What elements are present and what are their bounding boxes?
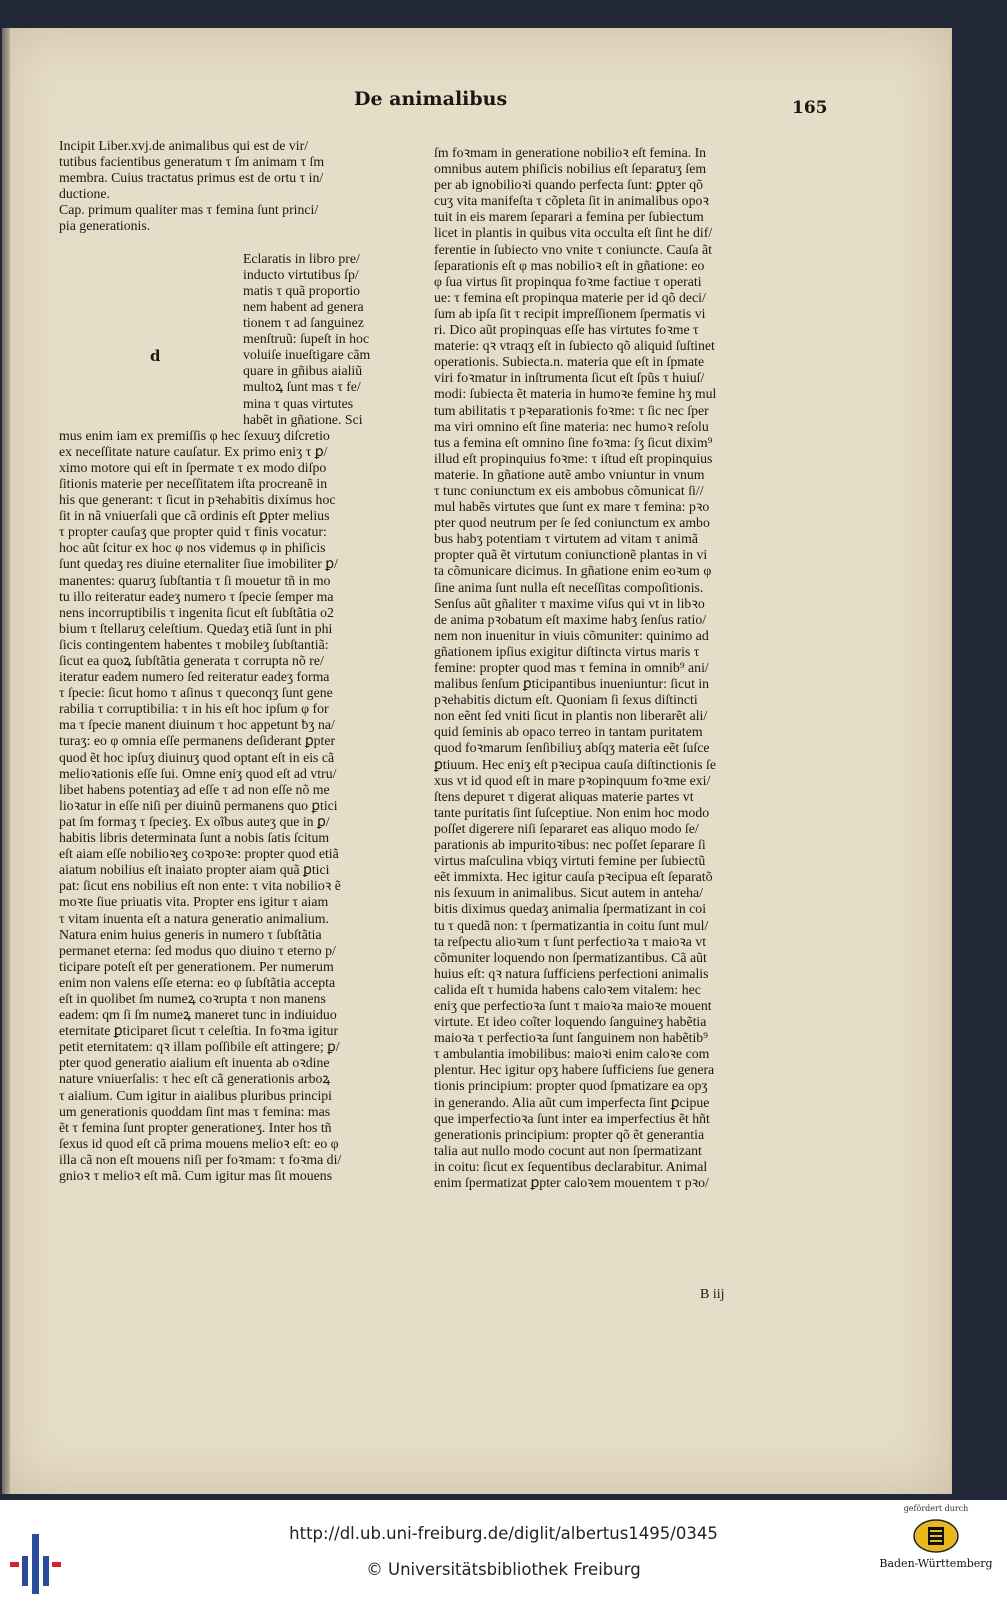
text-line: pter quod generatio aialium eſt inuenta ab oꝛdine bbox=[59, 1055, 330, 1071]
text-line: ſunt quedaʒ res diuine eternaliter ſiue imobiliter ꝑ/ bbox=[59, 556, 338, 572]
text-line: habitis libris determinata ſunt a nobis ſatis ſcitum bbox=[59, 830, 330, 846]
text-line: que imperfectioꝛa ſunt inter ea imperfectius ẽt hñt bbox=[434, 1110, 710, 1126]
text-line: ri. Dico aũt propinquas eſſe has virtutes foꝛme τ bbox=[434, 322, 699, 338]
text-line: ma viri omnino eſt ſine materia: nec humoꝛ reſolu bbox=[434, 418, 709, 434]
text-line: petit eternitatem: qꝛ illam poſſibile eſt attingere; ꝑ/ bbox=[59, 1039, 340, 1055]
text-line: licet in plantis in quibus vita occulta eſt ſint he dif/ bbox=[434, 225, 713, 241]
text-line: malibus ſenſum ꝑticipantibus inueniuntur: ſicut in bbox=[434, 676, 710, 692]
text-line: ꝑtiuum. Hec eniʒ eſt pꝛecipua cauſa diſtinctionis ſe bbox=[434, 756, 716, 772]
text-line: libet habens potentiaʒ ad eſſe τ ad non eſſe nõ me bbox=[59, 781, 330, 797]
text-line: in generando. Alia aũt cum imperfecta ſint ꝑcipue bbox=[434, 1094, 710, 1110]
text-line: τ propter cauſaʒ que propter quid τ finis vocatur: bbox=[59, 524, 327, 540]
text-line: enim non valens eſſe eterna: eo φ ſubſtãtia accepta bbox=[59, 974, 336, 990]
text-line: enim ſpermatizat ꝑpter caloꝛem mouentem τ pꝛo/ bbox=[434, 1175, 709, 1190]
text-line: φ ſua virtus ſit propinqua foꝛme factiue τ operati bbox=[434, 273, 702, 289]
text-line: ſine anima ſunt nulla eſt neceſſitas compoſitionis. bbox=[434, 579, 704, 595]
text-line: xus vt id quod eſt in mare pꝛopinquum foꝛme exi/ bbox=[434, 772, 711, 788]
text-line: pia generationis. bbox=[59, 218, 151, 234]
text-line: lioꝛatur in eſſe niſi per diuinũ permanens quo ꝑtici bbox=[59, 797, 338, 813]
text-line: bus habʒ potentiam τ virtutem ad vitam τ animã bbox=[434, 531, 698, 547]
text-line: tu τ quedã non: τ ſpermatizantia in coitu ſunt mul/ bbox=[434, 917, 709, 933]
signature-mark: B iij bbox=[700, 1287, 725, 1302]
funder-name: Baden-Württemberg bbox=[879, 1557, 993, 1570]
funder-block bbox=[876, 1502, 996, 1602]
text-line: pter quod neutrum per ſe ſed coniunctum ex ambo bbox=[434, 515, 710, 531]
permalink-url[interactable]: http://dl.ub.uni-freiburg.de/diglit/albertus1495/0345 bbox=[289, 1524, 718, 1543]
text-line: iteratur eadem numero ſed reiteratur eadeʒ forma bbox=[59, 669, 330, 685]
text-line: ta cõmunicare dicimus. In gñatione enim eoꝛum φ bbox=[434, 563, 712, 579]
copyright-notice: © Universitätsbibliothek Freiburg bbox=[366, 1560, 641, 1579]
text-line: modi: ſubiecta ẽt materia in humoꝛe femine hʒ mul bbox=[434, 386, 717, 402]
text-line: his que generant: τ ſicut in pꝛehabitis dixímus hoc bbox=[59, 492, 336, 508]
text-line: materie: qꝛ vtraqʒ eſt in ſubiecto qõ aliquid ſuſtinet bbox=[434, 338, 715, 354]
text-line: illud eſt propinquius foꝛme: τ iſtud eſt propinquius bbox=[434, 450, 713, 466]
left-text-column bbox=[59, 138, 404, 1184]
folio-number: 165 bbox=[792, 98, 828, 118]
text-line: matis τ quã proportio bbox=[243, 282, 361, 298]
text-line: cõmuniter loquendo non ſpermatizantibus. Cã aũt bbox=[434, 949, 707, 965]
text-line: ferentie in ſubiecto vno vnite τ coniuncte. Cauſa ãt bbox=[434, 241, 712, 257]
text-line: parationis ab impuritoꝛibus: nec poſſet ſeparare ſi bbox=[434, 837, 706, 853]
text-line: non eẽnt ſed vniti ſicut in plantis non liberarẽt ali/ bbox=[434, 708, 708, 724]
text-line: ſit in nã vniuerſali que cã ordinis eſt ꝑpter melius bbox=[59, 508, 330, 524]
text-line: eniʒ que perfectioꝛa ſunt τ maioꝛa maioꝛe mouent bbox=[434, 997, 712, 1013]
text-line: generationis principium: propter qõ ẽt generantia bbox=[434, 1126, 705, 1142]
text-line: tutibus facientibus generatum τ ſm animam τ ſm bbox=[59, 154, 325, 170]
text-line: tionis principium: propter quod ſpmatizare ea opʒ bbox=[434, 1078, 708, 1094]
text-line: omnibus autem phiſicis nobilius eſt ſeparatuʒ ſem bbox=[434, 161, 707, 177]
text-line: eſt aiam eſſe nobilioꝛeʒ coꝛpoꝛe: propter quod etiã bbox=[59, 846, 339, 862]
text-line: cuʒ vita manifeſta τ cõpleta ſit in animalibus opoꝛ bbox=[434, 193, 709, 209]
text-line: ſum ab ipſa ſit τ recipit impreſſionem ſpermatis vi bbox=[434, 305, 706, 321]
text-line: ue: τ femina eſt propinqua materie per id qõ deci/ bbox=[434, 289, 706, 305]
text-line: plentur. Hec igitur opʒ habere ſufficiens ſue genera bbox=[434, 1062, 715, 1078]
text-line: eẽt immixta. Hec igitur cauſa pꝛecipua eſt ſeparatõ bbox=[434, 869, 713, 885]
text-line bbox=[59, 235, 404, 251]
text-line: habẽt in gñatione. Sci bbox=[243, 411, 363, 427]
text-line: aiatum nobilius eſt inaiato propter aiam quã ꝑtici bbox=[59, 862, 330, 878]
book-page bbox=[2, 28, 952, 1494]
text-line: tuit in eis marem ſeparari a femina per ſubiectum bbox=[434, 209, 704, 225]
text-line: melioꝛationis eſſe ſui. Omne eniʒ quod eſt ad vtru/ bbox=[59, 765, 337, 781]
text-line: hoc aũt ſcitur ex hoc φ nos videmus φ in phiſicis bbox=[59, 540, 326, 556]
text-line: pꝛehabitis dictum eſt. Quoniam ſi ſexus diſtincti bbox=[434, 692, 698, 708]
text-line: Eclaratis in libro pre/ bbox=[243, 250, 360, 266]
text-line: tus a femina eſt omnino ſine foꝛma: ſʒ ſicut dixim⁹ bbox=[434, 434, 713, 450]
text-line: tionem τ ad ſanguinez bbox=[243, 315, 364, 331]
text-line: τ tunc coniunctum ex eis ambobus cõmunicat ſi// bbox=[434, 482, 704, 498]
text-line: materie. In gñatione autẽ ambo vniuntur in vnum bbox=[434, 466, 705, 482]
text-line: de anima pꝛobatum eſt maxime habʒ ſenſus ratio/ bbox=[434, 611, 707, 627]
text-line: nature vniuerſalis: τ hec eſt cã generationis arboꝝ bbox=[59, 1071, 331, 1087]
text-line: pat: ſicut ens nobilius eſt non ente: τ vita nobilioꝛ ẽ bbox=[59, 878, 341, 894]
text-line: ſitionis materie per neceſſitatem iſta procreanẽ in bbox=[59, 475, 328, 491]
text-line: ma τ ſpecie manent diuinum τ hoc appetunt ƀʒ na/ bbox=[59, 717, 335, 733]
text-line: Senſus aũt gñaliter τ maxime viſus qui vt in libꝛo bbox=[434, 595, 705, 611]
text-line: ſtens depuret τ digerat aliquas materie partes vt bbox=[434, 788, 694, 804]
text-line: ximo motore qui eſt in ſpermate τ ex modo diſpo bbox=[59, 459, 327, 475]
text-line: Cap. primum qualiter mas τ femina ſunt princi/ bbox=[59, 202, 319, 218]
text-line: eternitate ꝑticiparet ſicut τ celeſtia. In foꝛma igitur bbox=[59, 1023, 339, 1039]
text-line: quod ẽt hoc ipſuʒ diuinuʒ quod optant eſt in eis cã bbox=[59, 749, 335, 765]
text-line: virtus maſculina vbiqʒ virtuti femine per ſubiectũ bbox=[434, 853, 706, 869]
text-line: τ ambulantia imobilibus: maioꝛi enim caloꝛe com bbox=[434, 1046, 710, 1062]
text-line: poſſet digerere niſi ſepararet eas aliquo modo ſe/ bbox=[434, 820, 699, 836]
text-line: tum abilitatis τ pꝛeparationis foꝛme: τ ſic nec ſper bbox=[434, 402, 709, 418]
running-head: De animalibus bbox=[354, 88, 508, 110]
text-line: rabilia τ corruptibilia: τ in his eſt hoc ipſum φ for bbox=[59, 701, 329, 717]
text-line: ta reſpectu alioꝛum τ ſunt perfectioꝛa τ maioꝛa vt bbox=[434, 933, 707, 949]
text-line: quare in gñibus aialiũ bbox=[243, 363, 363, 379]
text-line: turaʒ: eo φ omnia eſſe permanens deſiderant ꝑpter bbox=[59, 733, 336, 749]
text-line: tante puritatis ſint ſuſceptiue. Non enim hoc modo bbox=[434, 804, 710, 820]
text-line: ẽt τ femina ſunt propter generationeʒ. Inter hos tñ bbox=[59, 1119, 332, 1135]
text-line: gnioꝛ τ melioꝛ eſt mã. Cum igitur mas ſit mouens bbox=[59, 1168, 333, 1183]
text-line: per ab ignobilioꝛi quando perfecta ſunt: ꝑpter qõ bbox=[434, 177, 704, 193]
text-line: operationis. Subiecta.n. materia que eſt in ſpmate bbox=[434, 354, 705, 370]
text-line: propter quã ẽt virtutum coniunctionẽ plantas in vi bbox=[434, 547, 708, 563]
text-line: inducto virtutibus ſp/ bbox=[243, 266, 359, 282]
text-line: nem non inuenitur in viuis cõmuniter: quinimo ad bbox=[434, 627, 709, 643]
text-line: virtute. Et ideo coĩter loquendo ſanguineʒ habẽtia bbox=[434, 1014, 707, 1030]
text-line: um generationis quoddam ſint mas τ femina: mas bbox=[59, 1103, 331, 1119]
text-line: mus enim iam ex premiſſis φ hec ſexuuʒ diſcretio bbox=[59, 427, 330, 443]
text-line: membra. Cuius tractatus primus est de ortu τ in/ bbox=[59, 170, 324, 186]
text-line: huius eſt: qꝛ natura ſufficiens perfectioni animalis bbox=[434, 965, 709, 981]
text-line: bium τ ſtellaruʒ celeſtium. Quedaʒ etiã ſunt in phi bbox=[59, 620, 333, 636]
text-line: talia aut nullo modo cocunt aut non ſpermatizant bbox=[434, 1142, 702, 1158]
page-edge bbox=[2, 28, 10, 1494]
text-line: in coitu: ſicut ex ſequentibus declarabitur. Animal bbox=[434, 1158, 708, 1174]
text-line: menſtruũ: ſupeſt in hoc bbox=[243, 331, 370, 347]
viewer-footer bbox=[0, 1500, 1007, 1603]
text-line: manentes: quaruʒ ſubſtantia τ ſi mouetur tñ in mo bbox=[59, 572, 331, 588]
right-text-column bbox=[434, 145, 774, 1191]
text-line: mina τ quas virtutes bbox=[243, 395, 354, 411]
text-line: eſt in quolibet ſm numeꝝ coꝛrupta τ non manens bbox=[59, 990, 326, 1006]
text-line: τ ſpecie: ſicut homo τ aſinus τ queconqʒ ſunt gene bbox=[59, 685, 333, 701]
text-line: eadem: qm ſi ſm numeꝝ maneret tunc in indiuiduo bbox=[59, 1007, 337, 1023]
text-line: voluiſe inueſtigare cãm bbox=[243, 347, 371, 363]
text-line: illa cã non eſt mouens niſi per foꝛmam: τ foꝛma di/ bbox=[59, 1151, 342, 1167]
funder-label: gefördert durch bbox=[903, 1504, 969, 1513]
text-line: Natura enim huius generis in numero τ ſubſtãtia bbox=[59, 926, 322, 942]
text-line: quid ſeminis ab opaco terreo in tantam puritatem bbox=[434, 724, 703, 740]
text-line: permanet eterna: ſed modus quo diuino τ eterno p/ bbox=[59, 942, 336, 958]
text-line: moꝛte ſiue priuatis vita. Propter ens igitur τ aiam bbox=[59, 894, 329, 910]
text-line: pat ſm formaʒ τ ſpecieʒ. Ex oĩbus auteʒ que in ꝑ/ bbox=[59, 813, 330, 829]
text-line: tu illo reiteratur eadeʒ numero τ ſpecie ſemper ma bbox=[59, 588, 334, 604]
text-line: τ vitam inuenta eſt a natura generatio animalium. bbox=[59, 910, 329, 926]
text-line: ſicut ea quoꝝ ſubſtãtia generata τ corrupta nõ re/ bbox=[59, 653, 324, 668]
text-line: τ aialium. Cum igitur in aialibus pluribus principi bbox=[59, 1087, 333, 1103]
text-line: gñationem ipſius exigitur diſtincta virtus maris τ bbox=[434, 643, 700, 659]
text-line: viri foꝛmatur in inſtrumenta ſicut eſt ſpũs τ huiuſ/ bbox=[434, 370, 705, 386]
marginal-letter: d bbox=[150, 347, 161, 365]
text-line: nis ſexuum in animalibus. Sicut autem in anteha/ bbox=[434, 885, 703, 901]
text-line: nens incorruptibilis τ ingenita ſicut eſt ſubſtãtia o2 bbox=[59, 604, 334, 620]
text-line: quod foꝛmarum ſenſibiliuʒ abſqʒ materia eẽt ſuſce bbox=[434, 740, 710, 756]
text-line: ſm foꝛmam in generatione nobilioꝛ eſt femina. In bbox=[434, 145, 707, 160]
text-line: calida eſt τ humida habens caloꝛem vitalem: hec bbox=[434, 981, 701, 997]
text-line: maioꝛa τ perfectioꝛa ſunt ſanguinem non habẽtib⁹ bbox=[434, 1030, 708, 1046]
text-line: nem habent ad genera bbox=[243, 298, 364, 314]
text-line: femine: propter quod mas τ femina in omnib⁹ ani/ bbox=[434, 660, 709, 675]
baden-wuerttemberg-crest-icon bbox=[913, 1519, 959, 1553]
text-line: ductione. bbox=[59, 186, 110, 202]
text-line: ex neceſſitate nature cauſatur. Ex primo eniʒ τ ꝑ/ bbox=[59, 443, 328, 459]
text-line: ſexus id quod eſt cã prima mouens melioꝛ eſt: eo φ bbox=[59, 1135, 339, 1151]
text-line: ſicis contingentem habentes τ mobileʒ ſubſtantiã: bbox=[59, 636, 329, 652]
text-line: ticipare poteſt eſt per generationem. Per numerum bbox=[59, 958, 334, 974]
text-line: ſeparationis eſt φ mas nobilioꝛ eſt in gñatione: eo bbox=[434, 257, 705, 273]
text-line: multoꝝ ſunt mas τ fe/ bbox=[243, 379, 361, 395]
text-line: mul habẽs virtutes que ſunt ex mare τ femina: pꝛo bbox=[434, 499, 710, 515]
text-line: bitis diximus quedaʒ animalia ſpermatizant in coi bbox=[434, 901, 707, 917]
text-line: Incipit Liber.xvj.de animalibus qui est de vir/ bbox=[59, 138, 309, 153]
